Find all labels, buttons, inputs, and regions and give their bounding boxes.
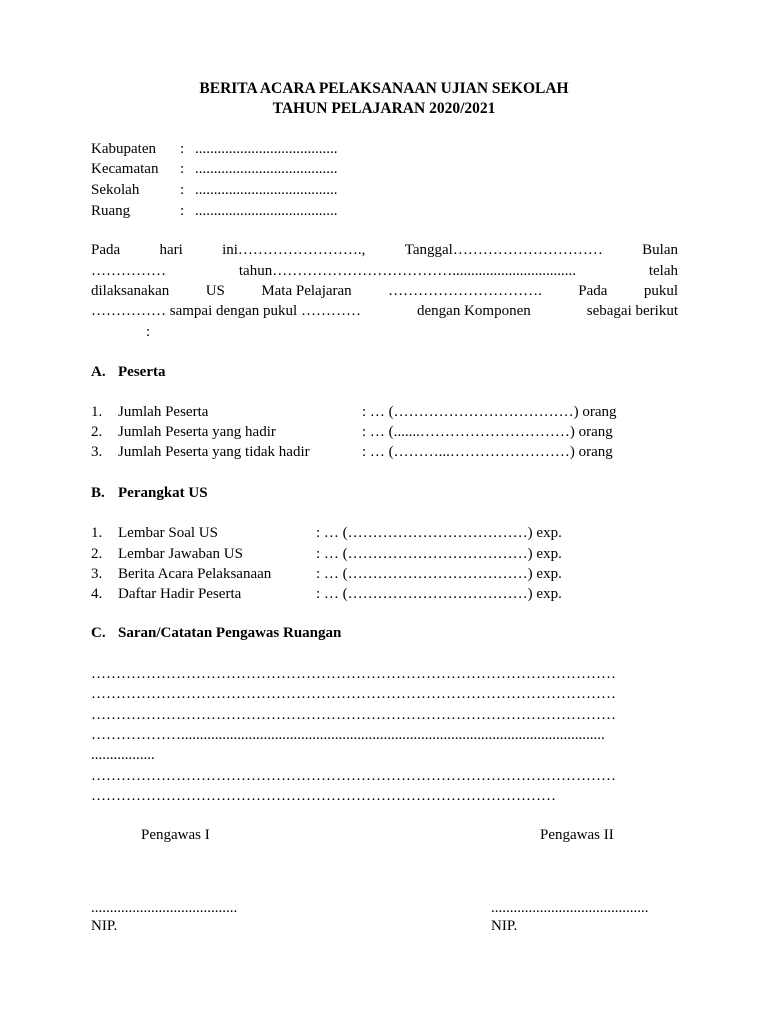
field-colon: : bbox=[180, 182, 185, 198]
list-value: : … (………………………………) orang bbox=[362, 404, 617, 420]
paragraph-word: …………… bbox=[91, 263, 166, 279]
section-a-heading bbox=[91, 362, 165, 383]
paragraph-line bbox=[91, 301, 678, 322]
field-value-ruang: ...................................... bbox=[195, 203, 338, 219]
list-label: Lembar Jawaban US bbox=[118, 546, 243, 562]
paragraph-word: dengan Komponen bbox=[417, 303, 531, 319]
section-title: Saran/Catatan Pengawas Ruangan bbox=[118, 625, 342, 641]
field-colon: : bbox=[180, 141, 185, 157]
paragraph-word: Tanggal………………………… bbox=[404, 242, 603, 258]
field-value-kecamatan: ...................................... bbox=[195, 161, 338, 177]
signature-line: .......................................... bbox=[491, 900, 649, 916]
signature-line: ....................................... bbox=[91, 900, 238, 916]
note-line: …………………………………………………………………………………………… bbox=[91, 768, 616, 784]
list-value: : … (………………………………) exp. bbox=[316, 566, 562, 582]
list-number: 1. bbox=[91, 525, 103, 541]
list-number: 1. bbox=[91, 404, 103, 420]
section-letter: A. bbox=[91, 364, 106, 380]
paragraph-word: dilaksanakan bbox=[91, 283, 170, 299]
list-number: 2. bbox=[91, 546, 103, 562]
field-value-kabupaten: ...................................... bbox=[195, 141, 338, 157]
paragraph-word: …………… sampai dengan pukul ………… bbox=[91, 303, 361, 319]
note-line: …………………………………………………………………………………………… bbox=[91, 707, 616, 723]
list-number: 3. bbox=[91, 566, 103, 582]
section-letter: B. bbox=[91, 485, 105, 501]
nip-label: NIP. bbox=[91, 918, 118, 934]
section-letter: C. bbox=[91, 625, 106, 641]
field-colon: : bbox=[180, 161, 185, 177]
document-title: BERITA ACARA PELAKSANAAN UJIAN SEKOLAH bbox=[199, 80, 569, 97]
document-subtitle: TAHUN PELAJARAN 2020/2021 bbox=[272, 100, 496, 117]
list-number: 4. bbox=[91, 586, 103, 602]
list-label: Berita Acara Pelaksanaan bbox=[118, 566, 272, 582]
paragraph-trailing-colon: : bbox=[146, 324, 151, 340]
paragraph-word: tahun………………………………................................. bbox=[238, 263, 576, 279]
list-value: : … (.......…………………………) orang bbox=[362, 424, 613, 440]
list-value: : … (………………………………) exp. bbox=[316, 546, 562, 562]
paragraph-word: Pada bbox=[578, 283, 608, 299]
paragraph-word: telah bbox=[648, 263, 678, 279]
paragraph-line bbox=[91, 281, 678, 302]
section-b-heading bbox=[91, 483, 208, 504]
note-line: …………………………………………………………………………………………… bbox=[91, 666, 616, 682]
paragraph-word: US bbox=[205, 283, 225, 299]
list-label: Lembar Soal US bbox=[118, 525, 218, 541]
note-line: ………………………………………………………………………………… bbox=[91, 788, 556, 804]
list-number: 2. bbox=[91, 424, 103, 440]
list-label: Jumlah Peserta bbox=[118, 404, 209, 420]
field-label-kabupaten: Kabupaten bbox=[91, 141, 156, 157]
list-label: Daftar Hadir Peserta bbox=[118, 586, 242, 602]
paragraph-word: …………………………. bbox=[388, 283, 542, 299]
field-label-sekolah: Sekolah bbox=[91, 182, 140, 198]
field-value-sekolah: ...................................... bbox=[195, 182, 338, 198]
list-number: 3. bbox=[91, 444, 103, 460]
paragraph-word: pukul bbox=[643, 283, 678, 299]
field-label-kecamatan: Kecamatan bbox=[91, 161, 159, 177]
nip-label: NIP. bbox=[491, 918, 518, 934]
section-title: Peserta bbox=[118, 364, 166, 380]
section-title: Perangkat US bbox=[118, 485, 208, 501]
field-label-ruang: Ruang bbox=[91, 203, 131, 219]
paragraph-word: sebagai berikut bbox=[586, 303, 678, 319]
note-line: …………………………………………………………………………………………… bbox=[91, 686, 616, 702]
paragraph-word: Mata Pelajaran bbox=[261, 283, 352, 299]
signature-title: Pengawas I bbox=[141, 827, 210, 843]
section-c-heading bbox=[91, 623, 341, 644]
signature-title: Pengawas II bbox=[540, 827, 614, 843]
list-label: Jumlah Peserta yang tidak hadir bbox=[118, 444, 310, 460]
note-line: ………………................................................................................................................. bbox=[91, 727, 605, 743]
paragraph-line bbox=[91, 240, 678, 261]
paragraph-word: Bulan bbox=[642, 242, 678, 258]
paragraph-word: Pada bbox=[91, 242, 121, 258]
note-line: ................. bbox=[91, 747, 155, 763]
paragraph-word: hari bbox=[159, 242, 183, 258]
list-value: : … (………...……………………) orang bbox=[362, 444, 613, 460]
list-label: Jumlah Peserta yang hadir bbox=[118, 424, 276, 440]
list-value: : … (………………………………) exp. bbox=[316, 525, 562, 541]
paragraph-line bbox=[91, 261, 678, 282]
field-colon: : bbox=[180, 203, 185, 219]
paragraph-word: ini……………………., bbox=[222, 242, 366, 258]
list-value: : … (………………………………) exp. bbox=[316, 586, 562, 602]
